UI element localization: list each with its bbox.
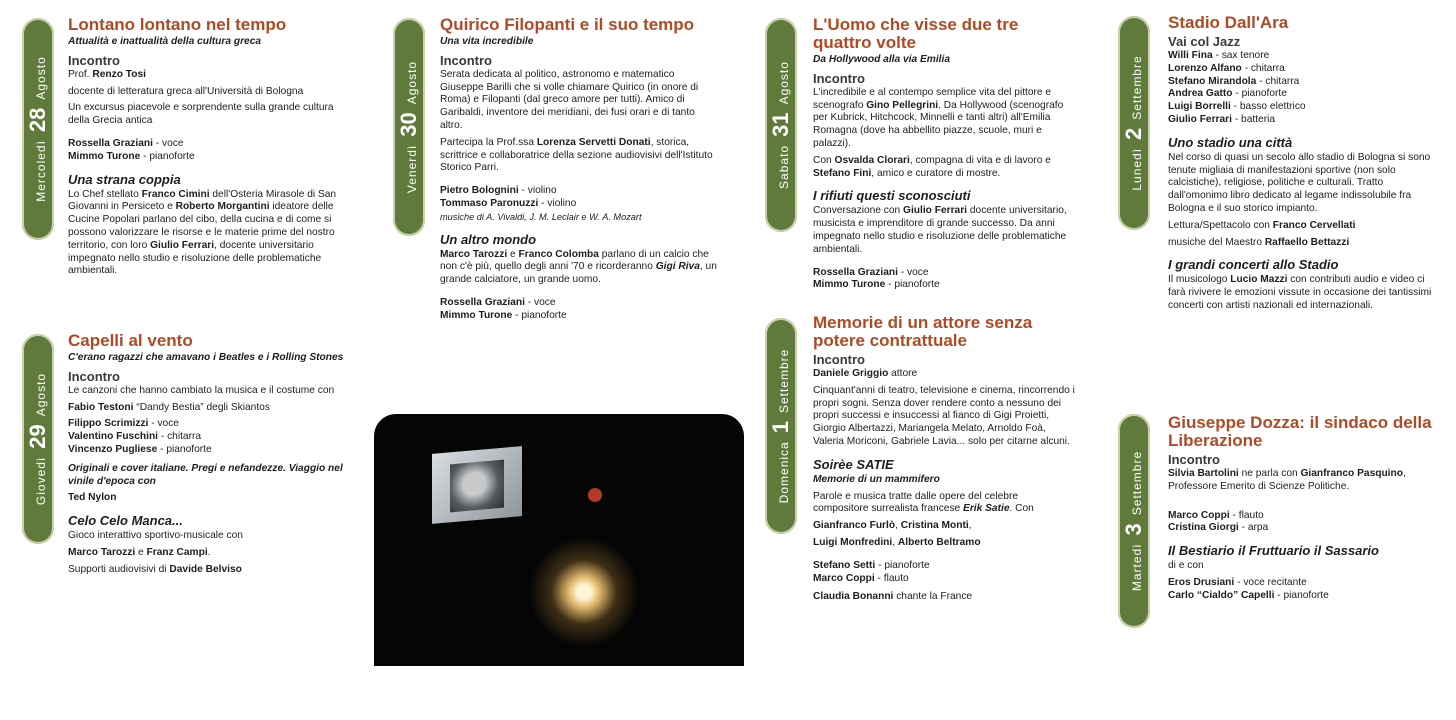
- section-title: Un altro mondo: [440, 231, 537, 247]
- paragraph: Nel corso di quasi un secolo allo stadio di Bologna si sono tenute migliaia di manifestazioni sportive (non solo calcistiche), religiose, politiche e culturali. Tratto dall'omonimo libro dedicato al legame indissolubile fra Bologna e il suo storico impianto.: [1168, 151, 1431, 214]
- paragraph: [1168, 237, 1440, 250]
- name-highlight: Lorenza Servetti Donati: [536, 136, 651, 148]
- text-run: Conversazione con: [813, 205, 904, 217]
- event-title: Stadio Dall'Ara: [1168, 13, 1289, 32]
- text-run: docente universitario, musicista e imprenditore di grande successo. Da anni impegnato nello studio e risoluzione delle problematiche ambientali.: [813, 205, 1067, 255]
- performer-role: violino: [547, 197, 577, 209]
- section-heading: Vai col Jazz: [1168, 34, 1241, 49]
- event-title: Giuseppe Dozza: il sindaco della Liberazione: [1168, 413, 1432, 450]
- performer: Rossella Graziani - voce: [68, 137, 184, 149]
- performer-role: pianoforte: [521, 309, 567, 321]
- name-highlight: Franz Campi: [146, 546, 208, 558]
- name-highlight: Silvia Bartolini: [1168, 468, 1239, 479]
- performer-role: basso elettrico: [1239, 101, 1306, 113]
- performer: Pietro Bolognini - violino: [440, 185, 557, 197]
- text-run: ,: [892, 536, 898, 548]
- date-tab: Lunedì 2 Settembre: [1118, 16, 1150, 230]
- performer-name: Cristina Giorgi: [1168, 522, 1239, 534]
- performer: Rossella Graziani - voce: [813, 266, 929, 278]
- performer-name: Tommaso Paronuzzi: [440, 197, 539, 209]
- event-text: [68, 16, 348, 282]
- performer-role: batteria: [1241, 113, 1276, 125]
- name-highlight: Franco Cervellati: [1272, 219, 1356, 231]
- event-text: [813, 16, 1075, 292]
- performer-role: voce: [162, 137, 184, 149]
- name-highlight: Lucio Mazzi: [1230, 274, 1288, 286]
- performer-role: pianoforte: [149, 150, 195, 162]
- text-run: musiche del Maestro: [1168, 236, 1265, 248]
- text-run: Partecipa la Prof.ssa: [440, 136, 537, 148]
- text-run: L'incredibile e al contempo semplice vita del pittore e scenografo: [813, 86, 1052, 111]
- text-run: e: [507, 248, 519, 260]
- text-run: ,: [895, 520, 901, 532]
- performer-name: Filippo Scrimizzi: [68, 418, 149, 430]
- performer: Luigi Borrelli - basso elettrico: [1168, 101, 1306, 113]
- performer-role: pianoforte: [1283, 589, 1329, 601]
- performer-role: flauto: [883, 572, 909, 584]
- text-run: . Da Hollywood (scenografo per Kubrick, Hitchcock, Minnelli e tanti altri) all'Emilia Romagna (dove ha abbellito piazze, scuole, muri e palazzi).: [813, 99, 1064, 149]
- name-highlight: Franco Colomba: [518, 248, 599, 260]
- event-photo: [374, 414, 744, 666]
- paragraph: Un excursus piacevole e sorprendente sulla grande cultura della Grecia antica: [68, 102, 334, 127]
- performer: Filippo Scrimizzi - voce: [68, 418, 179, 430]
- text-run: . Con: [1009, 503, 1034, 515]
- name-highlight: Giulio Ferrari: [903, 205, 968, 217]
- section-title: Una strana coppia: [68, 171, 181, 187]
- paragraph: [1168, 220, 1440, 233]
- name-highlight: Stefano Fini: [813, 167, 872, 179]
- text-run: parlano di un calcio che non c'è più, quello degli anni '70 e ricorderanno: [440, 248, 709, 273]
- text-run: Supporti audiovisivi di: [68, 563, 170, 575]
- performer-role: chitarra: [1265, 75, 1300, 87]
- section-heading: Incontro: [440, 52, 492, 68]
- section-heading: Incontro: [68, 368, 120, 384]
- name-highlight: Roberto Morgantini: [175, 201, 270, 213]
- name-highlight: Daniele Griggio: [813, 368, 889, 379]
- event-title: Lontano lontano nel tempo: [68, 15, 287, 34]
- section-subtitle: Memorie di un mammifero: [813, 473, 940, 485]
- name-highlight: Fabio Testoni: [68, 401, 134, 413]
- performer-name: Stefano Setti: [813, 559, 876, 571]
- paragraph: Gioco interattivo sportivo-musicale con: [68, 530, 243, 542]
- performer-name: Carlo “Cialdo” Capelli: [1168, 589, 1275, 601]
- date-tab: Sabato 31 Agosto: [765, 18, 797, 232]
- performer-role: pianoforte: [894, 279, 940, 291]
- performer-name: Rossella Graziani: [68, 137, 153, 149]
- text-run: ideatore delle Cucine Popolari parlano del cibo, della cucina e di come si possono valorizzare le risorse e le materie prime del nostro territorio, con loro: [68, 201, 335, 251]
- performer-name: Eros Drusiani: [1168, 576, 1235, 588]
- performer-name: Lorenzo Alfano: [1168, 62, 1242, 74]
- credits-note: musiche di A. Vivaldi, J. M. Leclair e W. A. Mozart: [440, 211, 642, 222]
- section-heading: Incontro: [813, 70, 865, 86]
- performer-name: Luigi Borrelli: [1168, 101, 1231, 113]
- performer: Mimmo Turone - pianoforte: [68, 150, 195, 162]
- text-run: ,: [968, 520, 972, 532]
- paragraph: [68, 492, 348, 505]
- performer-name: Mimmo Turone: [68, 150, 141, 162]
- performer-role: violino: [527, 185, 557, 197]
- performer: Lorenzo Alfano - chitarra: [1168, 62, 1285, 74]
- name-highlight: Marco Tarozzi: [68, 546, 136, 558]
- name-highlight: Marco Tarozzi: [440, 248, 508, 260]
- name-highlight: Cristina Monti: [900, 520, 969, 532]
- date-tab: Domenica 1 Settembre: [765, 318, 797, 534]
- text-run: , storica, scrittrice e collaboratrice della sezione audiovisivi dell'Istituto Storico Parri.: [440, 136, 713, 174]
- paragraph: [440, 249, 720, 287]
- performer: Rossella Graziani - voce: [440, 296, 556, 308]
- performer-name: Andrea Gatto: [1168, 88, 1233, 100]
- performer: Valentino Fuschini - chitarra: [68, 431, 202, 443]
- performer-name: Stefano Mirandola: [1168, 75, 1257, 87]
- section-title: I rifiuti questi sconosciuti: [813, 188, 971, 204]
- performer-name: Rossella Graziani: [813, 266, 898, 278]
- text-run: , amico e curatore di mostre.: [871, 167, 1001, 179]
- performer-role: pianoforte: [884, 559, 930, 571]
- paragraph: [813, 205, 1075, 256]
- name-highlight: Luigi Monfredini: [813, 536, 893, 548]
- text-run: Il musicologo: [1168, 274, 1231, 286]
- text-run: Prof.: [68, 68, 93, 80]
- performer-name: Vincenzo Pugliese: [68, 443, 158, 455]
- performer-role: pianoforte: [166, 443, 212, 455]
- name-highlight: Osvalda Clorari: [834, 154, 910, 166]
- section-title: Celo Celo Manca...: [68, 513, 183, 529]
- performer-name: Rossella Graziani: [440, 296, 525, 308]
- event-title: Capelli al vento: [68, 331, 193, 350]
- text-run: Parole e musica tratte dalle opere del celebre compositore surrealista francese: [813, 490, 1018, 515]
- name-highlight: Raffaello Bettazzi: [1264, 236, 1350, 248]
- performer-role: voce: [907, 266, 929, 278]
- text-run: Con: [813, 154, 835, 166]
- performer: Mimmo Turone - pianoforte: [440, 309, 567, 321]
- paragraph: [813, 537, 1075, 550]
- section-title: Uno stadio una città: [1168, 134, 1293, 150]
- date-tab: Venerdì 30 Agosto: [393, 18, 425, 236]
- text-run: dell'Osteria Mirasole di San Giovanni in Persiceto e: [68, 188, 337, 213]
- performer: Mimmo Turone - pianoforte: [813, 279, 940, 291]
- name-highlight: Ted Nylon: [68, 492, 117, 504]
- performer-name: Giulio Ferrari: [1168, 113, 1232, 125]
- paragraph: [68, 547, 348, 560]
- section-title: I grandi concerti allo Stadio: [1168, 257, 1339, 273]
- event-subtitle: Attualità e inattualità della cultura greca: [68, 36, 262, 47]
- name-highlight: Renzo Tosi: [92, 68, 146, 80]
- text-run: .: [207, 546, 211, 558]
- name-highlight: Claudia Bonanni: [813, 591, 894, 603]
- text-run: attore: [888, 368, 918, 379]
- paragraph: Le canzoni che hanno cambiato la musica e il costume con: [68, 384, 335, 396]
- performer: Tommaso Paronuzzi - violino: [440, 197, 577, 209]
- name-highlight: Franco Cimini: [141, 188, 210, 200]
- performer: Marco Coppi - flauto: [813, 572, 909, 584]
- performer-name: Mimmo Turone: [440, 309, 513, 321]
- paragraph: [813, 520, 1075, 533]
- paragraph: Serata dedicata al politico, astronomo e matematico Giuseppe Barilli che si volle chiamare Quirico (in onore di Roma) e Filopanti (dal greco amore per tutti). Amico di Garibaldi, inventore dei meridiani, dei fusi orari e di tanto altro.: [440, 68, 699, 131]
- paragraph: [813, 491, 1075, 517]
- performer: Vincenzo Pugliese - pianoforte: [68, 443, 212, 455]
- name-highlight: Gianfranco Pasquino: [1300, 468, 1403, 479]
- paragraph: [813, 591, 1075, 604]
- performer-role: pianoforte: [1241, 88, 1287, 100]
- performer-name: Pietro Bolognini: [440, 185, 519, 197]
- paragraph: [813, 87, 1075, 151]
- event-title: L'Uomo che visse due tre quattro volte: [813, 15, 1019, 52]
- name-highlight: Erik Satie: [963, 503, 1010, 515]
- performer-name: Marco Coppi: [813, 572, 875, 584]
- event-text: [1168, 414, 1440, 603]
- event-subtitle: C'erano ragazzi che amavano i Beatles e i Rolling Stones: [68, 352, 344, 363]
- performer: Eros Drusiani - voce recitante: [1168, 576, 1307, 588]
- paragraph: Cinquant'anni di teatro, televisione e cinema, rincorrendo i propri sogni. Senza dover rendere conto a nessuno dei propri successi e insuccessi al fianco di Gigi Proietti, Giorgio Albertazzi, Mariangela Melato, Arnoldo Foà, Valeria Moriconi, Gabriele Lavia... solo per citarne alcuni.: [813, 384, 1075, 447]
- paragraph: [813, 368, 1075, 381]
- event-text: [1168, 14, 1440, 317]
- text-run: , docente universitario impegnato nello studio e risoluzione delle problematiche ambientali.: [68, 239, 322, 277]
- event-subtitle: Da Hollywood alla via Emilia: [813, 54, 951, 65]
- name-highlight: Davide Belviso: [169, 563, 242, 575]
- text-run: , un grande calciatore, un grande uomo.: [440, 261, 717, 286]
- performer-role: flauto: [1238, 509, 1264, 521]
- paragraph: [813, 155, 1075, 181]
- text-run: , compagna di vita e di lavoro e: [909, 154, 1051, 166]
- event-text: [813, 314, 1075, 608]
- paragraph: [68, 189, 348, 279]
- performer-role: voce recitante: [1243, 576, 1307, 588]
- paragraph: docente di letteratura greca all'Università di Bologna: [68, 85, 304, 97]
- paragraph: [1168, 274, 1440, 312]
- text-run: Lo Chef stellato: [68, 188, 142, 200]
- performer: Cristina Giorgi - arpa: [1168, 522, 1269, 534]
- name-highlight: Gino Pellegrini: [866, 99, 939, 111]
- performer-name: Mimmo Turone: [813, 279, 886, 291]
- text-run: con contributi audio e video ci farà rivivere le emozioni vissute in occasione dei tantissimi concerti con artisti nazionali ed internazionali.: [1168, 274, 1432, 311]
- name-highlight: Giulio Ferrari: [150, 239, 215, 251]
- paragraph: [68, 402, 348, 415]
- red-light: [588, 488, 602, 502]
- name-highlight: Gianfranco Furlò: [813, 520, 896, 532]
- text-run: chante la France: [893, 591, 973, 603]
- text-run: Lettura/Spettacolo con: [1168, 219, 1273, 231]
- section-subtitle: Originali e cover italiane. Pregi e nefandezze. Viaggio nel vinile d'epoca con: [68, 462, 343, 487]
- section-heading: Incontro: [1168, 452, 1220, 467]
- performer-name: Willi Fina: [1168, 50, 1213, 61]
- text-run: ne parla con: [1238, 468, 1301, 479]
- event-text: [440, 16, 720, 323]
- paragraph: [1168, 468, 1440, 494]
- section-heading: Incontro: [68, 52, 120, 68]
- date-tab: Mercoledì 28 Agosto: [22, 18, 54, 240]
- event-title: Quirico Filopanti e il suo tempo: [440, 15, 695, 34]
- section-title: Soirèe SATIE: [813, 456, 894, 472]
- section-title: Il Bestiario il Fruttuario il Sassario: [1168, 543, 1379, 559]
- event-subtitle: Una vita incredibile: [440, 36, 534, 47]
- performer: Willi Fina - sax tenore: [1168, 50, 1270, 61]
- name-highlight: Alberto Beltramo: [897, 536, 981, 548]
- performer-role: sax tenore: [1221, 50, 1270, 61]
- text-run: , Professore Emerito di Scienze Politiche.: [1168, 468, 1406, 492]
- paragraph: di e con: [1168, 560, 1204, 572]
- lamp-glow: [524, 532, 644, 652]
- performer-name: Marco Coppi: [1168, 509, 1230, 521]
- performer-role: arpa: [1247, 522, 1269, 534]
- date-tab: Martedì 3 Settembre: [1118, 414, 1150, 628]
- performer-role: chitarra: [167, 431, 202, 443]
- event-title: Memorie di un attore senza potere contrattuale: [813, 313, 1033, 350]
- projection-screen: [432, 446, 522, 524]
- performer: Carlo “Cialdo” Capelli - pianoforte: [1168, 589, 1329, 601]
- name-highlight: Gigi Riva: [655, 261, 700, 273]
- performer-role: voce: [157, 418, 179, 430]
- paragraph: [440, 137, 720, 175]
- performer-role: chitarra: [1250, 62, 1285, 74]
- performer: Andrea Gatto - pianoforte: [1168, 88, 1287, 100]
- performer-name: Valentino Fuschini: [68, 431, 159, 443]
- performer: Stefano Setti - pianoforte: [813, 559, 930, 571]
- performer: Giulio Ferrari - batteria: [1168, 113, 1276, 125]
- date-tab: Giovedì 29 Agosto: [22, 334, 54, 544]
- performer: Stefano Mirandola - chitarra: [1168, 75, 1300, 87]
- text-run: “Dandy Bestia” degli Skiantos: [133, 401, 270, 413]
- text-run: e: [135, 546, 147, 558]
- event-text: [68, 332, 348, 581]
- section-heading: Incontro: [813, 352, 865, 367]
- performer-role: voce: [534, 296, 556, 308]
- paragraph: [68, 69, 348, 82]
- performer: Marco Coppi - flauto: [1168, 509, 1264, 521]
- paragraph: [68, 564, 348, 577]
